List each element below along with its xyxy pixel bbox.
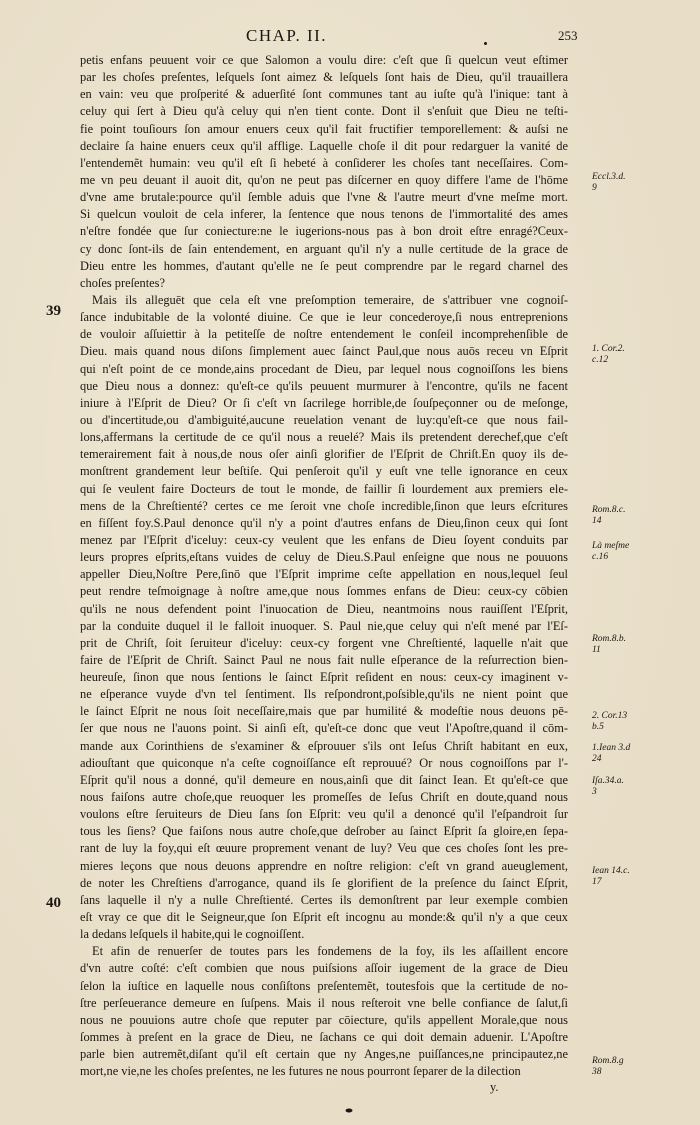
text-line: voulons eſtre ſeruiteurs de Dieu ſans ſon Eſprit: veu qu'il a denoncé qu'il l'eſpandroit ſur <box>80 807 568 822</box>
text-line: le ſainct Eſprit ne nous ſoit neceſſaire,mais que par humilité & modeſtie nous deuons pē- <box>80 704 568 719</box>
text-line: parle bien autremẽt,diſant qu'il eſt certain que ny Anges,ne puiſſances,ne principautez,ne <box>80 1047 568 1062</box>
text-line: leurs propres eſprits,eſtans vuides de celuy de Dieu.S.Paul enſeigne que nous ne pouuons <box>80 550 568 565</box>
catchword: y. <box>490 1080 499 1094</box>
ink-mark-icon <box>345 1108 353 1113</box>
text-line: Eſprit qu'il nous a donné, qu'il demeure en nous,ainſi que dit ſainct Iean. Et qu'eſt-ce que <box>80 772 568 787</box>
text-line: par les choſes preſentes, leſquels ſont aimez & leſquels ſont hais de Dieu, qu'il trauaillera <box>80 70 568 85</box>
text-line: peut rendre teſmoignage à noſtre ame,que nous ſommes enfans de Dieu: ceux-cy cōbien <box>80 584 568 599</box>
text-line: faire de l'Eſprit de Chriſt. Sainct Paul ne nous fait nulle eſperance de la reſurrection bien- <box>80 652 568 667</box>
text-line: ou d'incertitude,ou d'ambiguité,aucune reuelation venant de luy:qu'eſt-ce que nous fail- <box>80 412 568 427</box>
text-line: n'eſtre fondée que ſur coniecture:ne le iugerions-nous pas à bon droit eſtre enragé?Ceux- <box>80 224 568 239</box>
text-line: appeller Dieu,Noſtre Pere,ſinō que l'Eſprit imprime ceſte appellation en nous,lequel ſeul <box>80 567 568 582</box>
text-line: ſer que nous ne l'auons point. Si ainſi eſt, qu'eſt-ce donc que veut l'Apoſtre,quand il cōm- <box>80 721 568 736</box>
text-line: lons,affermans la certitude de ce qu'il nous a reuelé? Mais ils pretendent derechef,que c'eſt <box>80 430 568 445</box>
text-line: fie point touſiours ſon amour enuers ceux qu'il fait fructifier temporellement: & auſsi ne <box>80 121 568 136</box>
text-line: Dieu entre les hommes, d'autant qu'elle ne ſe peut comprendre par le regard charnel des <box>80 258 568 273</box>
body-text <box>80 52 568 1080</box>
text-line: declaire ſa haine enuers ceux qu'il afflige. Laquelle choſe il dit pour redarguer la vanité de <box>80 138 568 153</box>
margin-note: Rom.8.b. 11 <box>592 634 627 655</box>
margin-note: Iean 14.c. 17 <box>592 866 630 887</box>
text-line: qui ſe veulent faire Docteurs de tout le monde, de faillir ſi lourdement aux premiers ele- <box>80 481 568 496</box>
paragraph-number-40: 40 <box>46 895 61 911</box>
text-line: mens de la Chreſtienté? certes ce me ſeroit vne choſe incredible,ſinon que leurs eſcritures <box>80 498 568 513</box>
text-line: mort,ne vie,ne les choſes preſentes, ne les futures ne nous pourront ſeparer de la dilection <box>80 1064 521 1079</box>
text-line: nous ne pouuions autre choſe que reputer par cōiecture, qu'ils appellent Morale,que nous <box>80 1012 568 1027</box>
text-line: mieres leçons que nous deuons apprendre en noſtre religion: c'eſt vn grand aueuglement, <box>80 858 568 873</box>
text-line: cy donc ſont-ils de ſain entendement, en arguant qu'il n'y a nulle certitude de la grace de <box>80 241 568 256</box>
text-line: que Dieu nous a donnez: qu'eſt-ce qu'ils peuuent murmurer à l'encontre, qu'ils ne facent <box>80 378 568 393</box>
running-header <box>0 26 700 52</box>
text-line: en fiſſent foy.S.Paul denonce qu'il n'y a point d'autres enfans de Dieu,ſinon ceux qui ſont <box>80 515 568 530</box>
text-line: petis enfans peuuent voir ce que Salomon a voulu dire: c'eſt que ſi quelcun veut eſtimer <box>80 53 568 67</box>
text-line: d'vn autre coſté: c'eſt combien que nous puiſsions aſſoir iugement de la grace de Dieu <box>80 961 568 976</box>
text-line: nous faiſons autre choſe,que reuoquer les promeſſes de Ieſus Chriſt en doute,quand nous <box>80 790 568 805</box>
text-line: qu'ils ne nous defendent point l'inuocation de Dieu, neantmoins nous rauiſſent l'Eſprit, <box>80 601 568 616</box>
text-line: rant de luy la foy,qui eſt œuure proprement venant de luy? Veu que ces choſes ſont les pre- <box>80 841 568 856</box>
text-line: Si quelcun vouloit de cela inferer, la ſentence que nous tenons de l'immortalité des ames <box>80 207 568 222</box>
text-line: ſelon la iuſtice en laquelle nous conſiſtons preſentemẽt, toutesfois que la certitude de no- <box>80 978 568 993</box>
text-line: Et afin de renuerſer de toutes pars les fondemens de la foy, ils les aſſaillent encore <box>92 944 568 959</box>
text-line: Dieu. mais quand nous diſons ſimplement auec ſainct Paul,que nous auōs receu vn Eſprit <box>80 344 568 359</box>
text-line: ſans laquelle il n'y a nulle Chreſtienté. Certes ils demonſtrent par leur exemple combien <box>80 892 568 907</box>
text-line: de noter les Chreſtiens d'arrogance, quand ils ſe glorifient de la preſence du ſainct Eſprit, <box>80 875 568 890</box>
text-line: me vn peu deuant il auoit dit, qu'on ne peut pas diſcerner en quoy differe l'ame de l'hōme <box>80 172 568 187</box>
paragraph-number-39: 39 <box>46 303 61 319</box>
text-line: ne eſperance vuyde d'vn tel ſentiment. Ils reſpondront,poſsible,qu'ils ne nient point que <box>80 687 568 702</box>
margin-note: Là meſme c.16 <box>592 541 630 562</box>
text-line: temerairement fait à nous,de nous oſer ainſi glorifier de l'Eſprit de Chriſt.En quoy ils de- <box>80 447 568 462</box>
margin-note: Eccl.3.d. 9 <box>592 172 626 193</box>
text-line: heureuſe, ſinon que nous ſentions le ſainct Eſprit reſident en nous: ceux-cy imaginent v- <box>80 670 568 685</box>
margin-note: Iſa.34.a. 3 <box>592 776 624 797</box>
text-line: monſtrent grandement leur beſtiſe. Qui penſeroit qu'il y euſt vne telle ignorance en ceux <box>80 464 568 479</box>
text-line: de vouloir aſſuiettir à la petiteſſe de noſtre entendement le conſeil incomprehenſible de <box>80 327 568 342</box>
text-line: Mais ils alleguēt que cela eſt vne preſomption temeraire, de s'attribuer vne cognoiſ- <box>92 292 568 307</box>
text-line: en vain: veu que proſperité & aduerſité ſont communes tant au iuſte qu'à l'inique: tant à <box>80 87 568 102</box>
text-line: l'entendemẽt humain: veu qu'il eſt ſi hebeté à conſiderer les choſes tant neceſſaires. Com- <box>80 155 568 170</box>
ornament-dot <box>484 42 487 45</box>
text-line: ſommes à preſent en la grace de Dieu, ne ſachans ce qui doit demain aduenir. L'Apoſtre <box>80 1030 568 1045</box>
text-line: mande aux Corinthiens de s'examiner & eſprouuer s'ils ont Ieſus Chriſt habitant en eux, <box>80 738 568 753</box>
page-number: 253 <box>558 28 578 43</box>
text-line: par la conduite duquel il le falloit inuoquer. S. Paul nie,que celuy qui n'eſt mené par l'Eſ- <box>80 618 568 633</box>
chapter-heading: CHAP. II. <box>246 26 328 45</box>
margin-note: 1.Iean 3.d 24 <box>592 743 631 764</box>
text-line: la dedans leſquels il habite,qui le cognoiſſent. <box>80 927 305 942</box>
text-line: celuy qui ſert à Dieu qu'à celuy qui n'en tient conte. Dont il s'enſuit que Dieu ne teſti- <box>80 104 568 119</box>
text-line: d'vne ame brutale:pource qu'il ſemble aduis que l'vne & l'autre meurt d'vne meſme mort. <box>80 190 568 205</box>
margin-note: Rom.8.c. 14 <box>592 505 626 526</box>
margin-note: 1. Cor.2. c.12 <box>592 344 625 365</box>
margin-note: 2. Cor.13 b.5 <box>592 711 628 732</box>
text-line: ſtre perſeuerance demeure en ſuſpens. Mais il nous reſteroit vne belle confiance de ſalut,ſi <box>80 995 568 1010</box>
text-line: ſance indubitable de la volonté diuine. Ce que ie leur concederoye,ſi nous entreprenions <box>80 310 568 325</box>
text-line: iniure à l'Eſprit de Dieu? Or ſi c'eſt vn ſacrilege horrible,de ſouſpeçonner ou de meſonge, <box>80 395 568 410</box>
text-line: eſt vray ce que dit le Seigneur,que ſon Eſprit eſt incognu au monde:& qu'il n'y a que ceux <box>80 910 568 925</box>
text-line: menez par l'Eſprit d'iceluy: ceux-cy veulent que les enfans de Dieu ſoyent conduits par <box>80 532 568 547</box>
text-line: choſes preſentes? <box>80 275 165 290</box>
text-line: prit de Chriſt, ſoit ſeruiteur d'iceluy: ceux-cy forgent vne Chreſtienté, laquelle n'ait que <box>80 635 568 650</box>
text-line: tous les ſiens? Que faiſons nous autre choſe,que deſrober au ſainct Eſprit ſa gloire,en ſepa- <box>80 824 568 839</box>
text-line: adiouſtant que quiconque n'a ceſte cognoiſſance eſt reprouué? Or nous cognoiſſons par l'- <box>80 755 568 770</box>
margin-note: Rom.8.g 38 <box>592 1056 624 1077</box>
text-line: qui n'eſt point de ce monde,ains procedant de Dieu, par lequel nous cognoiſſons les biens <box>80 361 568 376</box>
